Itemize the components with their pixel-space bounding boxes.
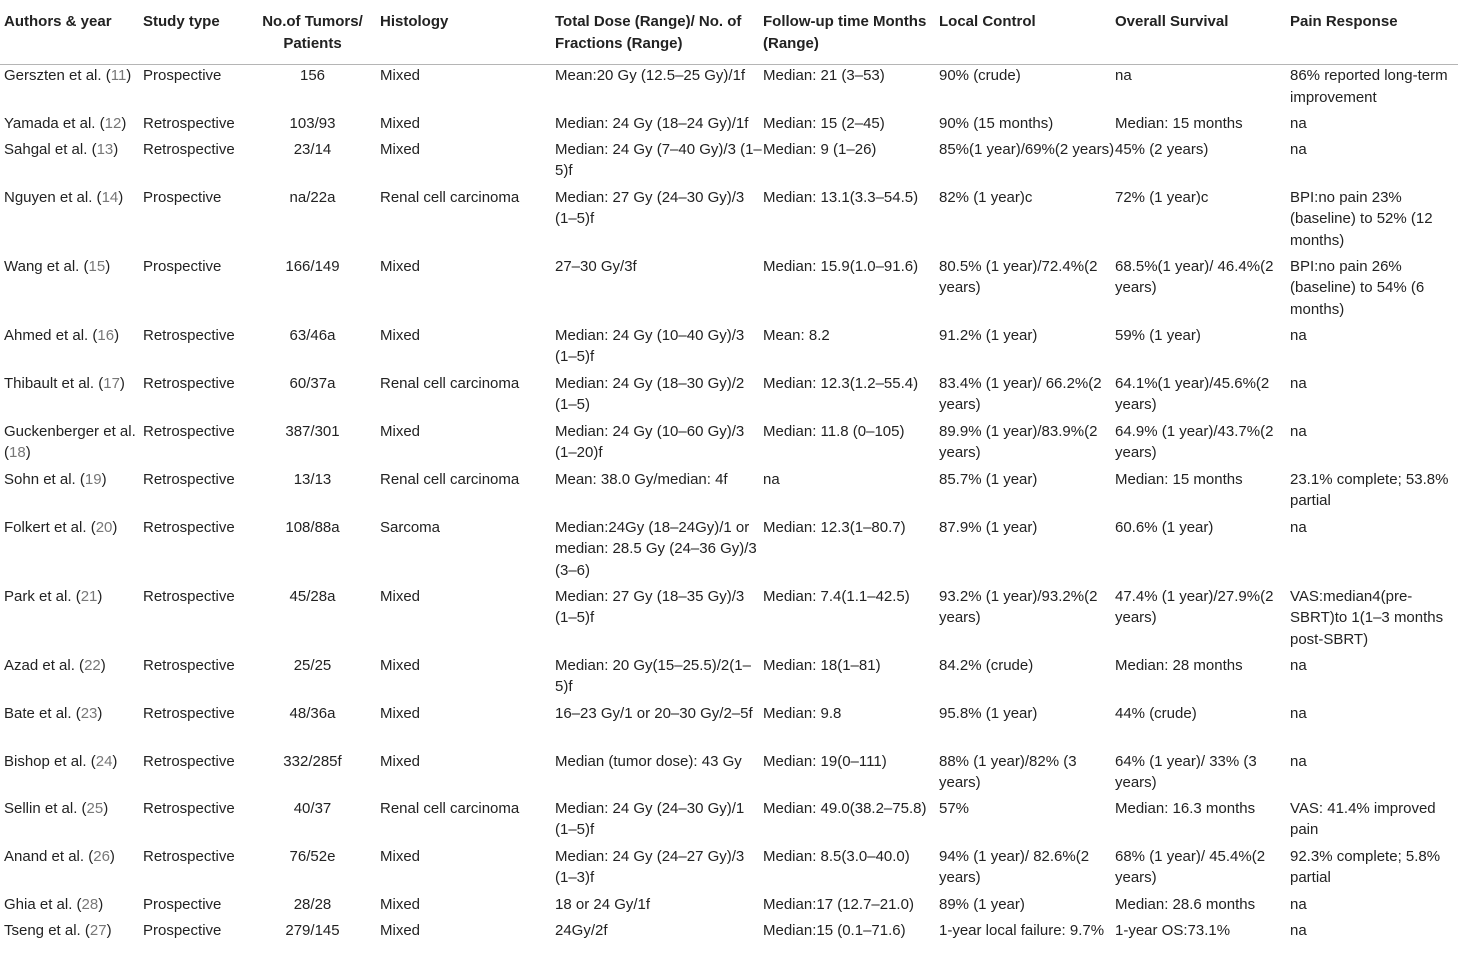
reference-link[interactable]: 28 xyxy=(81,895,99,913)
cell-local-control: 89% (1 year) xyxy=(939,895,1025,913)
cell-pain-response: VAS:median4(pre-SBRT)to 1(1–3 months post-SBRT) xyxy=(1290,587,1444,648)
cell-follow-up: Median: 49.0(38.2–75.8) xyxy=(763,799,927,817)
header-follow-up: Follow-up time Months (Range) xyxy=(763,0,939,65)
cell-local-control: 89.9% (1 year)/83.9%(2 years) xyxy=(939,422,1098,461)
table-row xyxy=(0,139,1458,187)
cell-follow-up: Mean: 8.2 xyxy=(763,326,830,344)
cell-study-type: Prospective xyxy=(143,188,222,206)
cell-local-control: 87.9% (1 year) xyxy=(939,518,1038,536)
cell-tumors-patients: 63/46a xyxy=(289,326,336,344)
reference-link[interactable]: 18 xyxy=(9,444,26,461)
cell-overall-survival: 64.1%(1 year)/45.6%(2 years) xyxy=(1115,374,1270,413)
author-name: Bishop et al. xyxy=(4,752,87,770)
cell-histology: Mixed xyxy=(380,587,421,605)
cell-follow-up: Median: 11.8 (0–105) xyxy=(763,422,905,440)
cell-pain-response: na xyxy=(1290,895,1307,913)
cell-local-control: 95.8% (1 year) xyxy=(939,704,1038,722)
reference-link[interactable]: 24 xyxy=(95,752,113,770)
cell-total-dose: Median (tumor dose): 43 Gy xyxy=(555,752,742,770)
author-name: Guckenberger et al. xyxy=(4,422,136,440)
header-tumors-patients: No.of Tumors/ Patients xyxy=(245,0,380,65)
cell-total-dose: Median: 20 Gy(15–25.5)/2(1–5)f xyxy=(555,656,751,695)
cell-tumors-patients: 28/28 xyxy=(293,895,332,913)
cell-local-control: 83.4% (1 year)/ 66.2%(2 years) xyxy=(939,374,1102,413)
table-row xyxy=(0,920,1458,966)
cell-tumors-patients: 40/37 xyxy=(293,799,332,817)
cell-local-control: 80.5% (1 year)/72.4%(2 years) xyxy=(939,257,1098,296)
table-row xyxy=(0,517,1458,586)
cell-follow-up: na xyxy=(763,470,780,488)
cell-pain-response: BPI:no pain 26% (baseline) to 54% (6 months) xyxy=(1290,257,1425,318)
cell-pain-response: na xyxy=(1290,140,1307,158)
cell-overall-survival: 1-year OS:73.1% xyxy=(1115,921,1231,939)
cell-study-type: Retrospective xyxy=(143,704,235,722)
cell-follow-up: Median:15 (0.1–71.6) xyxy=(763,921,906,939)
header-row xyxy=(0,0,1458,65)
cell-local-control: 85.7% (1 year) xyxy=(939,470,1038,488)
cell-tumors-patients: 103/93 xyxy=(289,114,336,132)
table-row xyxy=(0,751,1458,798)
cell-overall-survival: Median: 28 months xyxy=(1115,656,1243,674)
reference-link[interactable]: 23 xyxy=(80,704,98,722)
cell-histology: Renal cell carcinoma xyxy=(380,188,520,206)
cell-follow-up: Median: 18(1–81) xyxy=(763,656,881,674)
cell-study-type: Retrospective xyxy=(143,656,235,674)
cell-author: Sohn et al. (19) xyxy=(4,470,107,488)
cell-total-dose: Median: 24 Gy (10–60 Gy)/3 (1–20)f xyxy=(555,422,745,461)
cell-histology: Mixed xyxy=(380,257,421,275)
cell-author: Tseng et al. (27) xyxy=(4,921,112,939)
cell-local-control: 85%(1 year)/69%(2 years) xyxy=(939,140,1115,158)
cell-tumors-patients: 45/28a xyxy=(289,587,336,605)
author-name: Azad et al. xyxy=(4,656,75,674)
table-row xyxy=(0,256,1458,325)
cell-total-dose: Median: 24 Gy (18–30 Gy)/2 (1–5) xyxy=(555,374,745,413)
cell-total-dose: Median: 27 Gy (18–35 Gy)/3 (1–5)f xyxy=(555,587,745,626)
cell-overall-survival: 64.9% (1 year)/43.7%(2 years) xyxy=(1115,422,1274,461)
cell-local-control: 93.2% (1 year)/93.2%(2 years) xyxy=(939,587,1098,626)
table-header xyxy=(0,0,1458,65)
author-name: Park et al. xyxy=(4,587,72,605)
cell-histology: Renal cell carcinoma xyxy=(380,470,520,488)
cell-tumors-patients: 25/25 xyxy=(293,656,332,674)
author-name: Sohn et al. xyxy=(4,470,76,488)
cell-author: Folkert et al. (20) xyxy=(4,518,118,536)
cell-tumors-patients: 156 xyxy=(299,67,326,84)
table-row xyxy=(0,421,1458,469)
header-study-type: Study type xyxy=(143,0,245,65)
cell-tumors-patients: 108/88a xyxy=(285,518,340,536)
cell-pain-response: na xyxy=(1290,656,1307,674)
cell-author: Bishop et al. (24) xyxy=(4,752,118,770)
cell-follow-up: Median: 7.4(1.1–42.5) xyxy=(763,587,910,605)
cell-tumors-patients: 76/52e xyxy=(289,847,336,865)
cell-overall-survival: Median: 15 months xyxy=(1115,470,1243,488)
author-name: Tseng et al. xyxy=(4,921,81,939)
author-name: Ghia et al. xyxy=(4,895,73,913)
cell-study-type: Prospective xyxy=(143,257,222,275)
cell-pain-response: na xyxy=(1290,374,1307,392)
cell-author: Thibault et al. (17) xyxy=(4,374,125,392)
table-row xyxy=(0,113,1458,139)
cell-study-type: Retrospective xyxy=(143,847,235,865)
cell-author: Ahmed et al. (16) xyxy=(4,326,120,344)
cell-study-type: Prospective xyxy=(143,67,222,84)
cell-study-type: Retrospective xyxy=(143,587,235,605)
cell-total-dose: 16–23 Gy/1 or 20–30 Gy/2–5f xyxy=(555,704,753,722)
cell-overall-survival: 64% (1 year)/ 33% (3 years) xyxy=(1115,752,1257,791)
cell-histology: Mixed xyxy=(380,422,421,440)
cell-follow-up: Median: 13.1(3.3–54.5) xyxy=(763,188,919,206)
author-name: Sellin et al. xyxy=(4,799,78,817)
cell-study-type: Retrospective xyxy=(143,799,235,817)
table-row xyxy=(0,798,1458,846)
table-row xyxy=(0,373,1458,421)
cell-histology: Mixed xyxy=(380,326,421,344)
cell-local-control: 90% (15 months) xyxy=(939,114,1054,132)
cell-author: Azad et al. (22) xyxy=(4,656,106,674)
cell-total-dose: Median: 24 Gy (10–40 Gy)/3 (1–5)f xyxy=(555,326,745,365)
cell-pain-response: 92.3% complete; 5.8% partial xyxy=(1290,847,1441,886)
reference-link[interactable]: 15 xyxy=(88,257,106,275)
cell-study-type: Prospective xyxy=(143,895,222,913)
cell-author: Sahgal et al. (13) xyxy=(4,140,119,158)
cell-study-type: Prospective xyxy=(143,921,222,939)
cell-histology: Mixed xyxy=(380,114,421,132)
table-row xyxy=(0,894,1458,920)
cell-pain-response: na xyxy=(1290,326,1307,344)
cell-pain-response: 86% reported long-term improvement xyxy=(1290,67,1448,106)
reference-link[interactable]: 11 xyxy=(110,67,127,84)
header-histology: Histology xyxy=(380,0,555,65)
cell-total-dose: Mean: 38.0 Gy/median: 4f xyxy=(555,470,728,488)
cell-author: Bate et al. (23) xyxy=(4,704,103,722)
table-row xyxy=(0,325,1458,373)
table-row xyxy=(0,586,1458,655)
cell-local-control: 84.2% (crude) xyxy=(939,656,1034,674)
cell-overall-survival: Median: 16.3 months xyxy=(1115,799,1256,817)
cell-tumors-patients: 279/145 xyxy=(285,921,340,939)
cell-overall-survival: Median: 28.6 months xyxy=(1115,895,1256,913)
cell-follow-up: Median: 15.9(1.0–91.6) xyxy=(763,257,919,275)
reference-link[interactable]: 19 xyxy=(84,470,102,488)
cell-author: Wang et al. (15) xyxy=(4,257,111,275)
cell-overall-survival: 68% (1 year)/ 45.4%(2 years) xyxy=(1115,847,1266,886)
cell-total-dose: Median: 27 Gy (24–30 Gy)/3 (1–5)f xyxy=(555,188,745,227)
cell-pain-response: VAS: 41.4% improved pain xyxy=(1290,799,1436,838)
cell-overall-survival: 72% (1 year)c xyxy=(1115,188,1209,206)
cell-tumors-patients: 60/37a xyxy=(289,374,336,392)
cell-histology: Renal cell carcinoma xyxy=(380,799,520,817)
header-authors: Authors & year xyxy=(0,0,143,65)
cell-tumors-patients: 166/149 xyxy=(285,257,340,275)
header-pain-response: Pain Response xyxy=(1290,0,1458,65)
cell-author: Anand et al. (26) xyxy=(4,847,115,865)
author-name: Ahmed et al. xyxy=(4,326,89,344)
cell-overall-survival: 44% (crude) xyxy=(1115,704,1197,722)
author-name: Yamada et al. xyxy=(4,114,96,132)
cell-overall-survival: Median: 15 months xyxy=(1115,114,1243,132)
cell-study-type: Retrospective xyxy=(143,114,235,132)
cell-study-type: Retrospective xyxy=(143,374,235,392)
cell-follow-up: Median: 9.8 xyxy=(763,704,842,722)
header-total-dose: Total Dose (Range)/ No. of Fractions (Range) xyxy=(555,0,763,65)
table-row xyxy=(0,703,1458,751)
cell-histology: Sarcoma xyxy=(380,518,441,536)
author-name: Nguyen et al. xyxy=(4,188,93,206)
cell-local-control: 82% (1 year)c xyxy=(939,188,1033,206)
cell-follow-up: Median:17 (12.7–21.0) xyxy=(763,895,914,913)
cell-study-type: Retrospective xyxy=(143,752,235,770)
author-name: Folkert et al. xyxy=(4,518,87,536)
table-body xyxy=(0,65,1458,966)
reference-link[interactable]: 26 xyxy=(93,847,110,865)
cell-overall-survival: 47.4% (1 year)/27.9%(2 years) xyxy=(1115,587,1274,626)
cell-tumors-patients: 387/301 xyxy=(285,422,340,440)
header-overall-survival: Overall Survival xyxy=(1115,0,1290,65)
reference-link[interactable]: 12 xyxy=(104,114,122,132)
reference-link[interactable]: 25 xyxy=(86,799,104,817)
cell-total-dose: 18 or 24 Gy/1f xyxy=(555,895,651,913)
reference-link[interactable]: 17 xyxy=(103,374,120,392)
cell-local-control: 90% (crude) xyxy=(939,67,1021,84)
cell-histology: Renal cell carcinoma xyxy=(380,374,520,392)
cell-overall-survival: 60.6% (1 year) xyxy=(1115,518,1214,536)
cell-histology: Mixed xyxy=(380,140,421,158)
cell-follow-up: Median: 12.3(1–80.7) xyxy=(763,518,906,536)
author-name: Bate et al. xyxy=(4,704,72,722)
header-local-control: Local Control xyxy=(939,0,1115,65)
reference-link[interactable]: 13 xyxy=(96,140,114,158)
reference-link[interactable]: 16 xyxy=(97,326,115,344)
cell-study-type: Retrospective xyxy=(143,326,235,344)
table-row xyxy=(0,846,1458,894)
cell-follow-up: Median: 15 (2–45) xyxy=(763,114,885,132)
reference-link[interactable]: 27 xyxy=(89,921,107,939)
cell-overall-survival: 45% (2 years) xyxy=(1115,140,1209,158)
cell-pain-response: BPI:no pain 23%(baseline) to 52% (12 months) xyxy=(1290,188,1433,249)
cell-local-control: 91.2% (1 year) xyxy=(939,326,1038,344)
cell-overall-survival: 59% (1 year) xyxy=(1115,326,1201,344)
author-name: Wang et al. xyxy=(4,257,80,275)
cell-local-control: 94% (1 year)/ 82.6%(2 years) xyxy=(939,847,1090,886)
cell-pain-response: na xyxy=(1290,114,1307,132)
cell-follow-up: Median: 8.5(3.0–40.0) xyxy=(763,847,910,865)
cell-tumors-patients: 23/14 xyxy=(293,140,332,158)
cell-pain-response: 23.1% complete; 53.8% partial xyxy=(1290,470,1449,509)
cell-histology: Mixed xyxy=(380,752,421,770)
cell-histology: Mixed xyxy=(380,847,421,865)
cell-tumors-patients: 332/285f xyxy=(283,752,342,770)
cell-total-dose: Median: 24 Gy (7–40 Gy)/3 (1–5)f xyxy=(555,140,762,179)
cell-total-dose: Median: 24 Gy (24–30 Gy)/1 (1–5)f xyxy=(555,799,745,838)
cell-pain-response: na xyxy=(1290,422,1307,440)
cell-follow-up: Median: 12.3(1.2–55.4) xyxy=(763,374,919,392)
cell-author: Nguyen et al. (14) xyxy=(4,188,124,206)
cell-local-control: 57% xyxy=(939,799,970,817)
cell-total-dose: Median: 24 Gy (24–27 Gy)/3 (1–3)f xyxy=(555,847,745,886)
cell-author: Ghia et al. (28) xyxy=(4,895,104,913)
reference-link[interactable]: 20 xyxy=(95,518,113,536)
cell-author: Gerszten et al. (11) xyxy=(4,67,132,84)
cell-author: Yamada et al. (12) xyxy=(4,114,127,132)
cell-total-dose: Mean:20 Gy (12.5–25 Gy)/1f xyxy=(555,67,746,84)
cell-follow-up: Median: 21 (3–53) xyxy=(763,67,885,84)
cell-total-dose: Median:24Gy (18–24Gy)/1 or median: 28.5 Gy (24–36 Gy)/3 (3–6) xyxy=(555,518,757,579)
reference-link[interactable]: 21 xyxy=(80,587,98,605)
cell-histology: Mixed xyxy=(380,704,421,722)
author-name: Thibault et al. xyxy=(4,374,95,392)
cell-overall-survival: na xyxy=(1115,67,1132,84)
cell-author: Sellin et al. (25) xyxy=(4,799,109,817)
cell-study-type: Retrospective xyxy=(143,422,235,440)
cell-author: Park et al. (21) xyxy=(4,587,103,605)
cell-tumors-patients: na/22a xyxy=(289,188,336,206)
cell-histology: Mixed xyxy=(380,895,421,913)
author-name: Anand et al. xyxy=(4,847,85,865)
cell-local-control: 88% (1 year)/82% (3 years) xyxy=(939,752,1077,791)
reference-link[interactable]: 22 xyxy=(84,656,101,674)
cell-study-type: Retrospective xyxy=(143,470,235,488)
cell-pain-response: na xyxy=(1290,704,1307,722)
cell-pain-response: na xyxy=(1290,921,1307,939)
table-row xyxy=(0,469,1458,517)
author-name: Sahgal et al. xyxy=(4,140,88,158)
cell-total-dose: Median: 24 Gy (18–24 Gy)/1f xyxy=(555,114,749,132)
cell-overall-survival: 68.5%(1 year)/ 46.4%(2 years) xyxy=(1115,257,1274,296)
cell-author: Guckenberger et al. (18) xyxy=(4,422,136,461)
table-row xyxy=(0,65,1458,113)
cell-study-type: Retrospective xyxy=(143,140,235,158)
cell-tumors-patients: 13/13 xyxy=(293,470,332,488)
cell-tumors-patients: 48/36a xyxy=(289,704,336,722)
cell-histology: Mixed xyxy=(380,921,421,939)
table-row xyxy=(0,655,1458,703)
cell-study-type: Retrospective xyxy=(143,518,235,536)
cell-follow-up: Median: 19(0–111) xyxy=(763,752,887,770)
cell-local-control: 1-year local failure: 9.7% xyxy=(939,921,1105,939)
author-name: Gerszten et al. xyxy=(4,67,102,84)
cell-total-dose: 24Gy/2f xyxy=(555,921,608,939)
cell-pain-response: na xyxy=(1290,518,1307,536)
reference-link[interactable]: 14 xyxy=(101,188,119,206)
cell-pain-response: na xyxy=(1290,752,1307,770)
cell-histology: Mixed xyxy=(380,67,421,84)
cell-total-dose: 27–30 Gy/3f xyxy=(555,257,637,275)
cell-histology: Mixed xyxy=(380,656,421,674)
cell-follow-up: Median: 9 (1–26) xyxy=(763,140,877,158)
table-row xyxy=(0,187,1458,256)
